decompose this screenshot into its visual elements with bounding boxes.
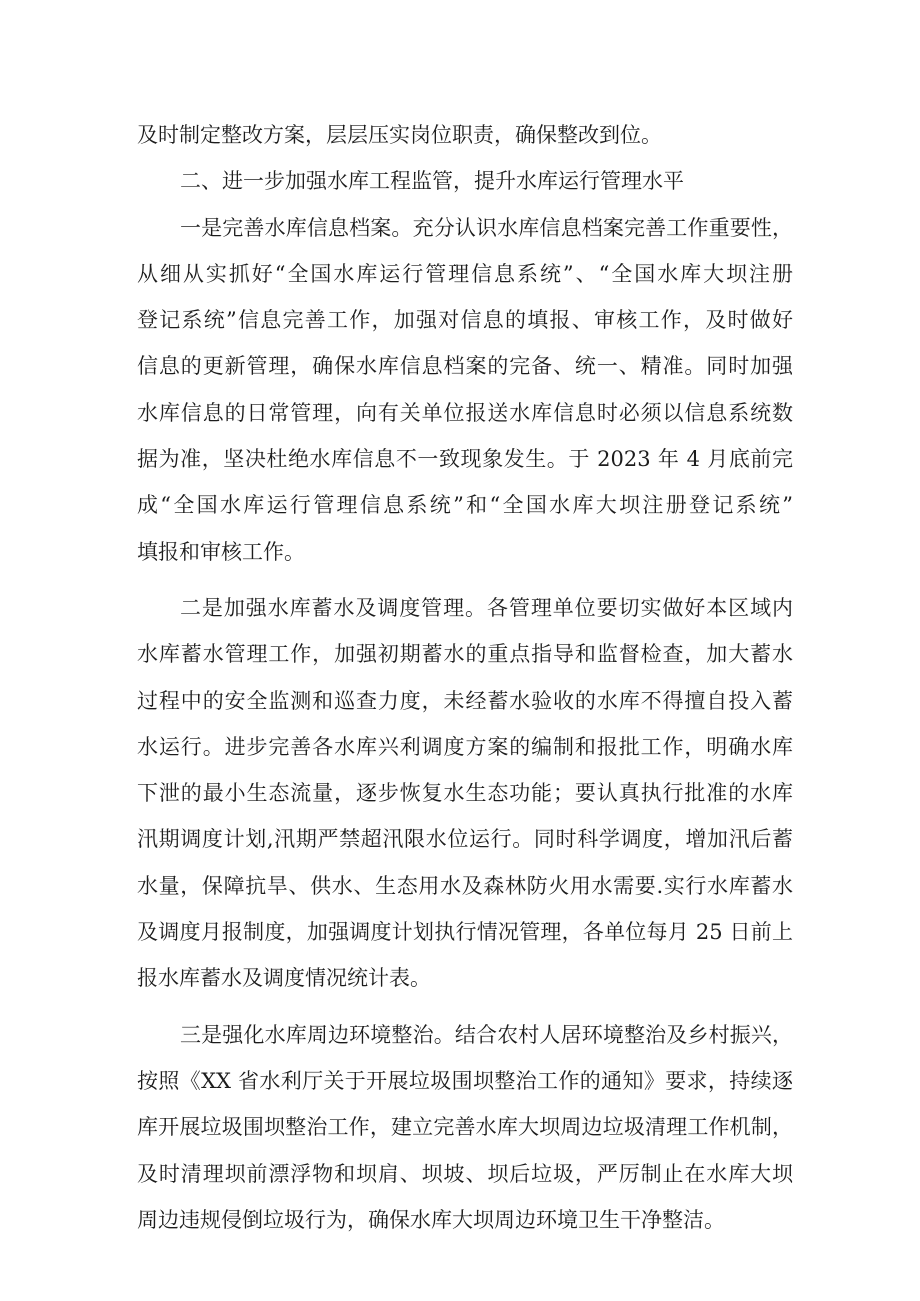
paragraph-2-line-7: 水量，保障抗旱、供水、生态用水及森林防火用水需要.实行水库蓄水 xyxy=(137,873,793,898)
document-body xyxy=(137,112,793,1243)
paragraph-1-line-5: 水库信息的日常管理，向有关单位报送水库信息时必须以信息系统数 xyxy=(137,400,793,425)
paragraph-2-line-5: 下泄的最小生态流量，逐步恢复水生态功能；要认真执行批准的水库 xyxy=(137,781,793,806)
paragraph-1-line-8: 填报和审核工作。 xyxy=(137,539,305,564)
paragraph-1-line-6: 据为准，坚决杜绝水库信息不一致现象发生。于 2023 年 4 月底前完 xyxy=(137,447,793,472)
paragraph-2-line-3: 过程中的安全监测和巡查力度，未经蓄水验收的水库不得擅自投入蓄 xyxy=(137,688,793,713)
paragraph-1-line-7: 成“全国水库运行管理信息系统”和“全国水库大坝注册登记系统” xyxy=(137,493,793,518)
paragraph-3-line-4: 及时清理坝前漂浮物和坝肩、坝坡、坝后垃圾，严厉制止在水库大坝 xyxy=(137,1161,793,1186)
paragraph-1-line-2: 从细从实抓好“全国水库运行管理信息系统”、“全国水库大坝注册 xyxy=(137,261,793,286)
paragraph-1-line-3: 登记系统”信息完善工作，加强对信息的填报、审核工作，及时做好 xyxy=(137,308,793,333)
paragraph-2-line-2: 水库蓄水管理工作，加强初期蓄水的重点指导和监督检查，加大蓄水 xyxy=(137,642,793,667)
paragraph-3-line-3: 库开展垃圾围坝整治工作，建立完善水库大坝周边垃圾清理工作机制， xyxy=(137,1115,793,1140)
paragraph-3-line-1: 三是强化水库周边环境整治。结合农村人居环境整治及乡村振兴， xyxy=(180,1022,793,1047)
paragraph-2-line-6: 汛期调度计划,汛期严禁超汛限水位运行。同时科学调度，增加汛后蓄 xyxy=(137,827,793,852)
paragraph-3-line-2: 按照《XX 省水利厅关于开展垃圾围坝整治工作的通知》要求，持续逐 xyxy=(137,1068,793,1093)
paragraph-1-line-1: 一是完善水库信息档案。充分认识水库信息档案完善工作重要性， xyxy=(180,215,793,240)
paragraph-2-line-9: 报水库蓄水及调度情况统计表。 xyxy=(137,966,431,991)
paragraph-1-line-4: 信息的更新管理，确保水库信息档案的完备、统一、精准。同时加强 xyxy=(137,354,793,379)
paragraph-2-line-8: 及调度月报制度，加强调度计划执行情况管理，各单位每月 25 日前上 xyxy=(137,920,793,945)
section-heading: 二、进一步加强水库工程监管，提升水库运行管理水平 xyxy=(180,169,684,194)
paragraph-2-line-4: 水运行。进步完善各水库兴利调度方案的编制和报批工作，明确水库 xyxy=(137,734,793,759)
paragraph-continuation-line: 及时制定整改方案，层层压实岗位职责，确保整改到位。 xyxy=(137,123,662,147)
paragraph-2-line-1: 二是加强水库蓄水及调度管理。各管理单位要切实做好本区域内 xyxy=(180,595,793,620)
paragraph-3-line-5: 周边违规侵倒垃圾行为，确保水库大坝周边环境卫生干净整洁。 xyxy=(137,1207,725,1232)
